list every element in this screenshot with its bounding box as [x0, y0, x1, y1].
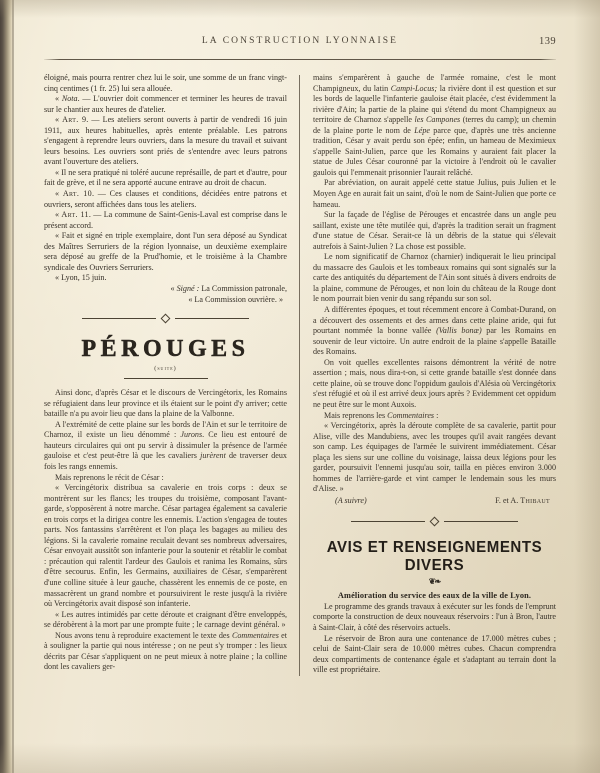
page-right-shading: [574, 0, 600, 773]
to-be-continued: (A suivre): [335, 495, 367, 505]
running-head: [44, 36, 556, 56]
notice-subtitle: Amélioration du service des eaux de la ville de Lyon.: [337, 590, 532, 600]
paragraph: Le programme des grands travaux à exécuter sur les fonds de l'emprunt comporte la construction de deux nouveaux réservoirs : l'un à Bron, l'autre à Saint-Clair, à côté des réservoirs actuels.: [313, 601, 556, 632]
paragraph-nota: « Nota. — L'ouvrier doit commencer et terminer les heures de travail sur le chantier aux heures de d'atelier.: [44, 94, 287, 114]
signature-line-patronale: « Signé : La Commission patronale,: [170, 283, 287, 293]
article-authors: F. et A. Thibaut: [495, 495, 550, 505]
header-rule: [44, 59, 556, 60]
signature-line-ouvriere: « La Commission ouvrière. »: [188, 294, 283, 304]
paragraph: « Il ne sera pratiqué ni toléré aucune représaille, de part et d'autre, pour fait de grève, et il ne sera apporté aucune entrave au droit de chacun.: [44, 167, 287, 188]
page-content: [44, 36, 556, 676]
notices-section-title: AVIS ET RENSEIGNEMENTS DIVERS: [326, 538, 543, 574]
paragraph: Par abréviation, on aurait appelé cette statue Julius, puis Julien et le Moyen Age en aurait fait un saint, d'où le nom de Saint-Julien que porte ce hameau.: [313, 178, 556, 209]
page-bottom-shading: [0, 743, 600, 773]
paragraph: « Les autres intimidés par cette déroute et craignant d'être enveloppés, se dérobèrent à la mort par une prompte fuite ; le carnage devint général. »: [44, 609, 287, 630]
title-underrule: [124, 378, 208, 379]
paragraph-article-10: « Art. 10. — Ces clauses et conditions, décidées entre patrons et ouvriers, seront affichées dans tous les ateliers.: [44, 189, 287, 209]
diamond-ornament-rule: [44, 312, 287, 324]
right-column: [300, 73, 556, 676]
left-column: [44, 73, 299, 676]
two-column-body: [44, 73, 556, 676]
paragraph: « Vercingétorix, après la déroute complète de sa cavalerie, partit pour Alise, ville des Mandubiens, avec les troupes qu'il avait rangées devant son camp. Les équipages de l'armée le suivirent immédiatement. César plaça les siens sur une colline du voisinage, laissa deux légions pour les garder, poursuivit l'ennemi jusqu'au soir, tailla en pièces environ 3.000 hommes de l'arrière-garde et vint camper le lendemain sous les murs d'Alise. »: [313, 421, 556, 494]
paragraph-jurons: A l'extrémité de cette plaine sur les bords de l'Ain et sur le territoire de Charnoz, il existe un lieu dénommé : Jurons. Ce lieu est entouré de hauteurs circulaires qui ont pu servir à dissimuler la présence de l'armée gauloise et c'est peut-être là que les cavaliers jurèrent de traverser deux fois les rangs ennemis.: [44, 419, 287, 471]
ornament-bar-right: [175, 318, 249, 319]
section-title: PÉROUGES: [81, 336, 250, 363]
diamond-icon: [161, 313, 171, 323]
paragraph-reprenons: Mais reprenons les Commentaires :: [324, 410, 439, 420]
paragraph: Mais reprenons le récit de César :: [55, 472, 164, 482]
place-and-date: « Lyon, 15 juin.: [55, 273, 107, 283]
paragraph: « Fait et signé en triple exemplaire, dont l'un sera déposé au Syndicat des Maîtres Serruriers de la région lyonnaise, un deuxième exemplaire sera déposé au greffe de la Prud'homie, et le troisième à la Chambre syndicale des Ouvriers Serruriers.: [44, 231, 287, 272]
paragraph: Sur la façade de l'église de Pérouges et encastrée dans un angle peu saillant, existe une tête mutilée qui, d'après la tradition serait un fragment d'une statue de César. Serait-ce là un débris de la statue qui s'élevait autrefois à Saint-Julien ? La chose est possible.: [313, 210, 556, 251]
paragraph: éloigné, mais pourra rentrer chez lui le soir, une somme de un franc vingt-cinq centimes (1 fr. 25) lui sera allouée.: [44, 73, 287, 93]
paragraph: « Vercingétorix distribua sa cavalerie en trois corps : deux se montrèrent sur les flancs; les troupes du troisième, composant l'avant-garde, s'opposèrent à notre marche. César partagea également sa cavalerie en trois corps et la dirigea contre les ennemis. L'action s'engagea de toutes parts. Nos fantassins s'arrêtèrent et l'on plaça les bagages au milieu des légions. Si la cavalerie romaine reculait devant ses nombreux adversaires, César envoyait aussitôt son infanterie pour la soutenir et rétablir le combat : précaution qui ralentit l'ardeur des Gaulois et ranima les Romains, sûrs d'être secourus. Enfin, les Germains, auxiliaires de César, s'emparèrent d'une colline située à leur gauche, chassèrent les ennemis de ce poste, en massacrèrent un grand nombre et poursuivirent le reste jusqu'à la rivière où Vercingétorix avait disposé son infanterie.: [44, 483, 287, 609]
journal-title: LA CONSTRUCTION LYONNAISE: [201, 36, 399, 46]
paragraph-article-9: « Art. 9. — Les ateliers seront ouverts à partir de vendredi 16 juin 1911, aux heures habituelles, après entente préalable. Les patrons s'engagent à reprendre leurs ouvriers, dans la mesure du travail et suivant leurs besoins. Les ouvriers sont priés de s'entendre avec leurs patrons avant l'ouverture des ateliers.: [44, 115, 288, 167]
paragraph: Le réservoir de Bron aura une contenance de 17.000 mètres cubes ; celui de Saint-Clair sera de 10.000 mètres cubes. Chacun comprendra deux compartiments de contenance égale et s'adaptant au terrain dont la ville est propriétaire.: [313, 633, 556, 675]
article-footer: [313, 496, 556, 509]
paragraph-vallis-bonae: A différentes époques, et tout récemment encore à Combat-Durand, on a découvert des ossements et des armes dans cette plaine aride, qui fut pourtant nommée la bonne vallée (Vallis bonæ) par les Romains en souvenir de leur victoire. Un autre endroit de la plaine s'appelle Bataille des Romains.: [313, 305, 556, 357]
paragraph-champigneux: mains s'emparèrent à gauche de l'armée romaine, c'est le mont Champigneux, du latin Campi-Locus; la rivière dont il est question et sur les bords de laquelle l'infanterie gauloise était placée, c'est évidemment la rivière d'Ain; la partie de la plaine qui s'étend du mont Champigneux au territoire de Charnoz s'appelle les Campones (terres du camp); un chemin de la plaine porte le nom de Lépe parce que, d'après une très ancienne tradition, César y avait perdu son épée; enfin, un hameau de Meximieux s'appelle Saint-Julien, parce que les Romains y auraient fait placer la statue de Jules César couronné par la victoire à l'endroit où le cavalier gaulois qui l'emmenait prisonnier l'aurait relâché.: [313, 73, 557, 177]
paragraph: Le nom significatif de Charnoz (charnier) indiquerait le lieu principal du massacre des Gaulois et les tombeaux romains qui sont signalés sur la carte des antiquités du département de l'Ain sont situés à divers endroits de la plaine, commune de Pérouges, et non loin du château de la Rouge dont le nom pourrait bien venir du sang répandu sur son sol.: [313, 252, 556, 304]
paragraph: Ainsi donc, d'après César et le discours de Vercingétorix, les Romains se réfugiaient dans leur province et ils étaient sur le point d'y arriver; cette bataille n'a pu avoir lieu que dans la plaine de la Valbonne.: [44, 388, 287, 419]
diamond-icon: [430, 517, 440, 527]
diamond-ornament-rule-2: [313, 516, 556, 528]
ornament-bar-left: [82, 318, 156, 319]
paragraph-commentaires: Nous avons tenu à reproduire exactement le texte des Commentaires et à souligner la partie qui nous intéresse ; on ne peut s'y tromper : les lieux décrits par César s'appliquent on ne peut mieux à notre plaine ; la colline dont les cavaliers ger-: [44, 630, 287, 672]
paragraph-article-11: « Art. 11. — La commune de Saint-Genis-Laval est comprise dans le présent accord.: [44, 210, 288, 230]
binding-gutter-line: [12, 0, 14, 773]
section-subtitle: (suite): [154, 365, 177, 373]
page-number: 139: [539, 36, 556, 47]
leaf-ornament-icon: ❦❧: [428, 576, 441, 586]
paragraph: On voit quelles excellentes raisons démontrent la vérité de notre assertion ; mais, nous dira-t-on, si cette grande bataille s'est donnée dans cette plaine, où se trouve donc l'oppidum gaulois d'Alésia où Vercingétorix s'est réfugié et où il est arrivé deux jours après ? Evidemment cet oppidum ne peut être sur le mont Auxois.: [313, 357, 556, 409]
page-top-shading: [0, 0, 600, 18]
ornament-bar-left: [351, 521, 425, 522]
ornament-bar-right: [444, 521, 518, 522]
